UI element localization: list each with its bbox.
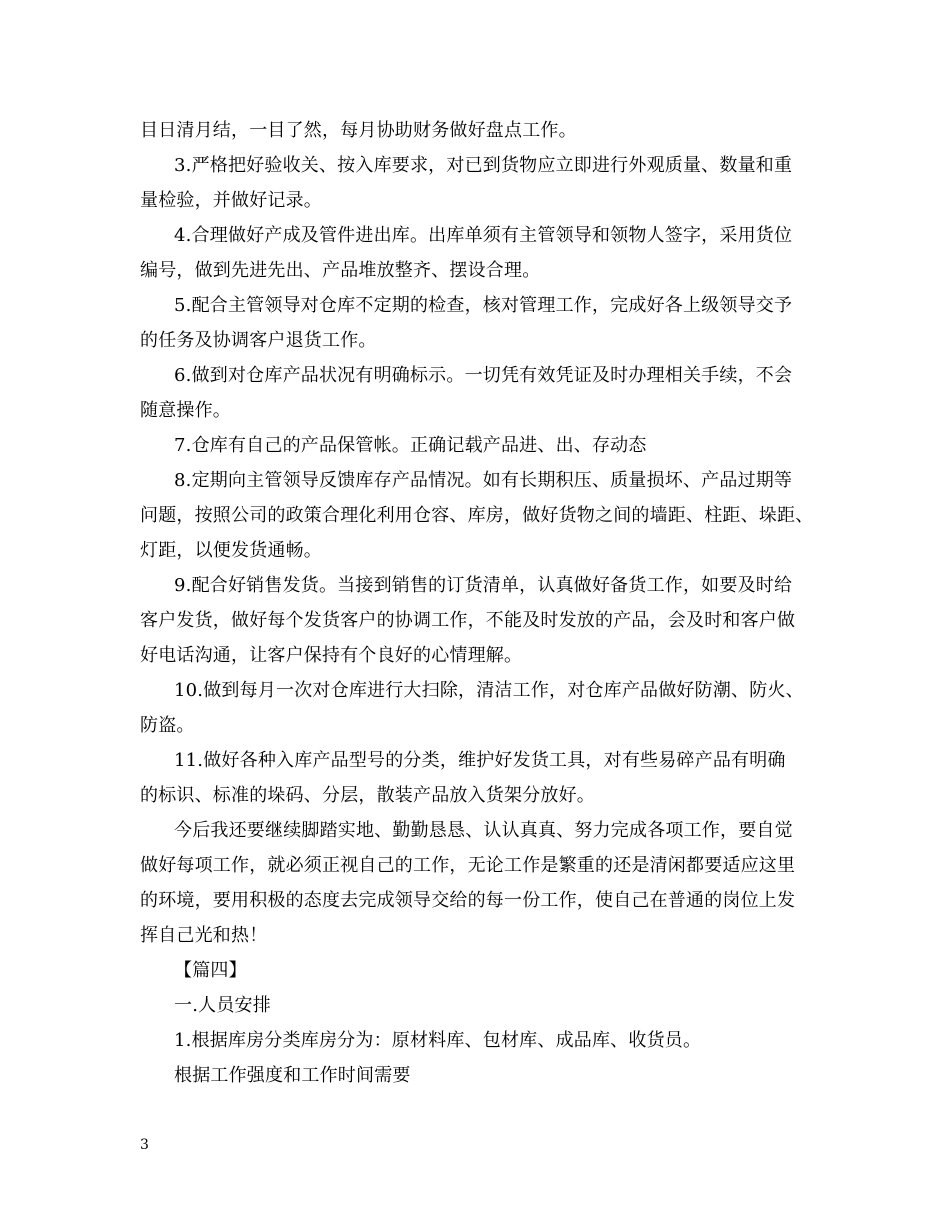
- text-line: 的环境，要用积极的态度去完成领导交给的每一份工作，使自己在普通的岗位上发: [140, 890, 796, 911]
- document-body: [140, 113, 820, 1093]
- text-line: 灯距，以便发货通畅。: [140, 540, 322, 561]
- page-number: 3: [140, 1137, 149, 1153]
- text-line: 量检验，并做好记录。: [140, 190, 322, 211]
- text-line: 10.做到每月一次对仓库进行大扫除，清洁工作，对仓库产品做好防潮、防火、: [174, 680, 804, 701]
- text-line: 9.配合好销售发货。当接到销售的订货清单，认真做好备货工作，如要及时给: [174, 575, 793, 596]
- text-line: 根据工作强度和工作时间需要: [174, 1065, 411, 1086]
- text-line: 今后我还要继续脚踏实地、勤勤恳恳、认认真真、努力完成各项工作，要自觉: [174, 820, 793, 841]
- text-line: 客户发货，做好每个发货客户的协调工作，不能及时发放的产品，会及时和客户做: [140, 610, 796, 631]
- text-line: 8.定期向主管领导反馈库存产品情况。如有长期积压、质量损坏、产品过期等: [174, 470, 793, 491]
- subsection-heading: 一.人员安排: [174, 995, 271, 1016]
- text-line: 的标识、标准的垛码、分层，散装产品放入货架分放好。: [140, 785, 595, 806]
- text-line: 随意操作。: [140, 400, 231, 421]
- text-line: 11.做好各种入库产品型号的分类，维护好发货工具，对有些易碎产品有明确: [174, 750, 786, 771]
- text-line: 7.仓库有自己的产品保管帐。正确记载产品进、出、存动态: [174, 435, 647, 456]
- text-line: 问题，按照公司的政策合理化利用仓容、库房，做好货物之间的墙距、柱距、垛距、: [140, 505, 814, 526]
- text-line: 的任务及协调客户退货工作。: [140, 330, 377, 351]
- section-heading: 【篇四】: [174, 960, 247, 981]
- text-line: 5.配合主管领导对仓库不定期的检查，核对管理工作，完成好各上级领导交予: [174, 295, 793, 316]
- text-line: 做好每项工作，就必须正视自己的工作，无论工作是繁重的还是清闲都要适应这里: [140, 855, 796, 876]
- text-line: 4.合理做好产成及管件进出库。出库单须有主管领导和领物人签字，采用货位: [174, 225, 793, 246]
- text-line: 防盗。: [140, 715, 195, 736]
- text-line: 6.做到对仓库产品状况有明确标示。一切凭有效凭证及时办理相关手续，不会: [174, 365, 793, 386]
- text-line: 挥自己光和热！: [140, 925, 268, 946]
- text-line: 编号，做到先进先出、产品堆放整齐、摆设合理。: [140, 260, 541, 281]
- text-line: 目日清月结，一目了然，每月协助财务做好盘点工作。: [140, 120, 577, 141]
- text-line: 1.根据库房分类库房分为：原材料库、包材库、成品库、收货员。: [174, 1030, 702, 1051]
- text-line: 好电话沟通，让客户保持有个良好的心情理解。: [140, 645, 523, 666]
- text-line: 3.严格把好验收关、按入库要求，对已到货物应立即进行外观质量、数量和重: [174, 155, 793, 176]
